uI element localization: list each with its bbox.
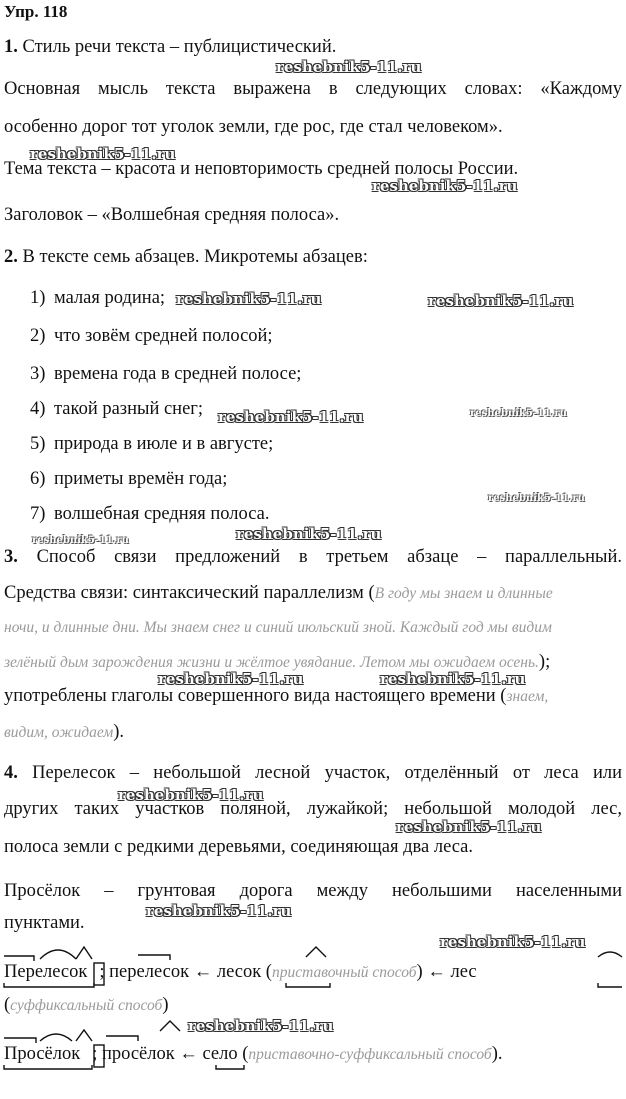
example-text-1: В году мы знаем и длинные [374,585,553,602]
main-idea-line-1: Основная мысль текста выражена в следующих словах: «Каждому [4,79,622,99]
watermark: reshebnik5-11.ru [236,525,382,543]
microtheme-item: 1) малая родина; [30,288,166,308]
morph-line-1: Перелесок ; перелесок ← лесок (приставочный способ) ← лес [4,962,477,982]
watermark: reshebnik5-11.ru [158,670,304,688]
perelesok-definition-3: полоса земли с редкими деревьями, соединяющая два леса. [4,837,474,857]
example-text-2: ночи, и длинные дни. Мы знаем снег и синий июльский зной. Каждый год мы видим [4,619,552,636]
microtheme-item: 7) волшебная средняя полоса. [30,504,270,524]
microtheme-item: 3) времена года в средней полосе; [30,364,302,384]
morph-word-perelesok: Перелесок [4,962,88,982]
watermark: reshebnik5-11.ru [32,535,129,546]
watermark: reshebnik5-11.ru [146,902,292,920]
connection-line: 3. Способ связи предложений в третьем абзаце – параллельный. [4,547,622,567]
proselok-definition-2: пунктами. [4,913,85,933]
watermark: reshebnik5-11.ru [380,670,526,688]
perelesok-definition-1: 4. Перелесок – небольшой лесной участок, отделённый от леса или [4,763,623,783]
microtheme-item: 2) что зовём средней полосой; [30,326,273,346]
morph-line-2: Просёлок ; просёлок ← село (приставочно-суффиксальный способ). [4,1044,503,1064]
watermark: reshebnik5-11.ru [488,493,585,504]
watermark: reshebnik5-11.ru [276,58,422,76]
watermark: reshebnik5-11.ru [30,145,176,163]
theme-line: Тема текста – красота и неповторимость средней полосы России. [4,159,519,179]
proselok-definition-1: Просёлок – грунтовая дорога между небольшими населенными [4,881,622,901]
watermark: reshebnik5-11.ru [118,786,264,804]
heading-line: Заголовок – «Волшебная средняя полоса». [4,205,340,225]
root-arc [40,950,76,959]
example-line-3: зелёный дым зарождения жизни и жёлтое увядание. Летом мы ожидаем осень.); [4,652,551,672]
watermark: reshebnik5-11.ru [396,818,542,836]
paragraphs-intro: 2. В тексте семь абзацев. Микротемы абзацев: [4,247,368,267]
main-idea-line-2: особенно дорог тот уголок земли, где рос, где стал человеком». [4,117,503,137]
morph-word-proselok: Просёлок [4,1044,81,1064]
morpheme-marks [0,935,626,1085]
means-line: Средства связи: синтаксический параллелизм (В году мы знаем и длинные [4,583,553,603]
watermark: reshebnik5-11.ru [372,177,518,195]
watermark: reshebnik5-11.ru [176,290,322,308]
exercise-title: Упр. 118 [4,2,68,21]
watermark: reshebnik5-11.ru [188,1017,334,1035]
suffix-caret [76,947,92,959]
base-mark [4,983,94,987]
watermark: reshebnik5-11.ru [428,292,574,310]
morph-line-1b: (суффиксальный способ) [4,995,169,1015]
watermark: reshebnik5-11.ru [440,933,586,951]
verbs-line: употреблены глаголы совершенного вида настоящего времени (знаем, [4,686,549,706]
microtheme-item: 4) такой разный снег; [30,399,204,419]
microtheme-item: 6) приметы времён года; [30,469,228,489]
watermark: reshebnik5-11.ru [470,408,567,419]
microtheme-item: 5) природа в июле и в августе; [30,434,274,454]
watermark: reshebnik5-11.ru [218,408,364,426]
verbs-line-2: видим, ожидаем). [4,722,125,742]
perelesok-definition-2: других таких участков поляной, лужайкой; небольшой молодой лес, [4,799,622,819]
ending-box [94,963,104,985]
style-line: 1. Стиль речи текста – публицистический. [4,37,337,57]
prefix-mark [4,956,34,961]
